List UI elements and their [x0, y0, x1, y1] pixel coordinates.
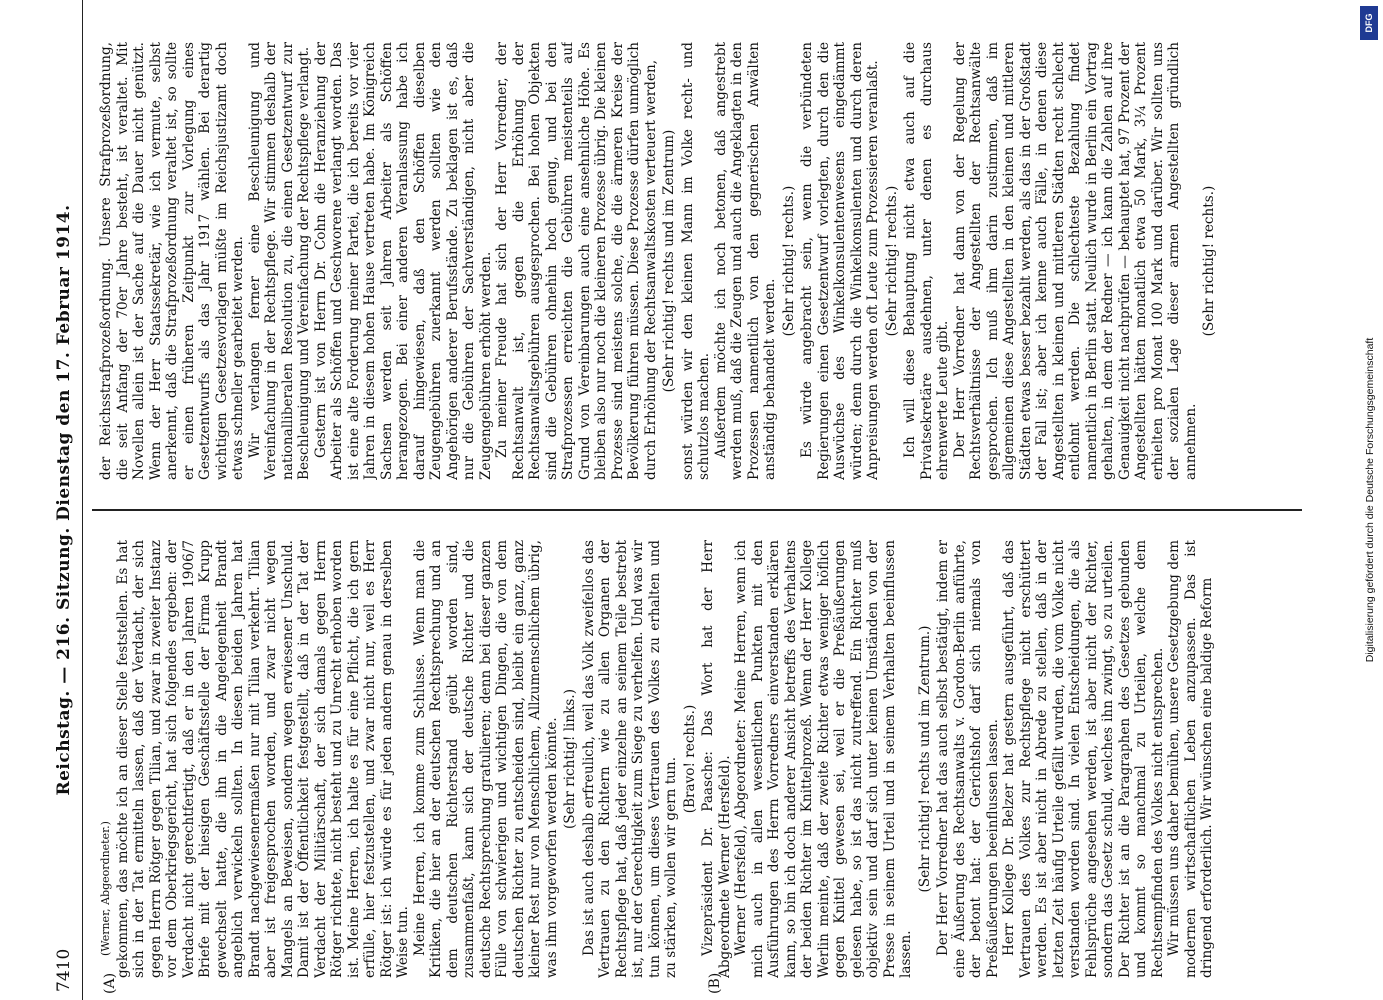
page-header — [42, 0, 83, 1000]
paragraph: Gestern ist von Herrn Dr. Cohn die Heranziehung der Arbeiter als Schöffen und Geschworene verlangt worden. Das ist eine alte Forderung meiner Partei, die ich bereits vor vier Jahren in diesem hohen Hause vertreten habe. Im Königreich Sachsen werden seit Jahren Arbeiter als Schöffen herangezogen. Bei einer anderen Veranlassung habe ich darauf hingewiesen, daß den Schöffen dieselben Zeugengebühren zuerkannt werden sollten wie den Angehörigen anderer Berufsstände. Zu beklagen ist es, daß nur die Gebühren der Sachverständigen, nicht aber die Zeugengebühren erhöht werden. — [312, 42, 494, 480]
paragraph: Das ist auch deshalb erfreulich, weil das Volk zweifellos das Vertrauen zu den Richtern wie zu allen Organen der Rechtspflege hat, daß jeder einzelne an seinem Teile bestrebt ist, nur der Gerechtigkeit zum Siege zu verhelfen. Und was wir tun können, um dieses Vertrauen des Volkes zu erhalten und zu stärken, wollen wir gern tun. — [580, 540, 679, 978]
speaker-announcement: Vizepräsident Dr. Paasche: Das Wort hat der Herr Abgeordnete Werner (Hersfeld). — [700, 540, 733, 978]
paragraph: Außerdem möchte ich noch betonen, daß angestrebt werden muß, daß die Zeugen und auch die Angeklagten in den Prozessen namentlich von den gegnerischen Anwälten anständig behandelt werden. — [712, 42, 778, 480]
paragraph: Ich will diese Behauptung nicht etwa auch auf die Privatsekretäre ausdehnen, unter denen es durchaus ehrenwerte Leute gibt. — [902, 42, 951, 480]
right-column — [98, 42, 1298, 480]
paragraph: Es würde angebracht sein, wenn die verbündeten Regierungen einen Gesetzentwurf vorlegten, durch den die Auswüchse des Winkelkonsulentenwesens eingedämmt würden; denn durch die Winkelkonsulenten und durch deren Anpreisungen werden oft Leute zum Prozessieren veranlaßt. — [799, 42, 881, 480]
running-head: (Werner, Abgeordneter.) — [99, 821, 112, 956]
paragraph: Wir verlangen ferner eine Beschleunigung und Vereinfachung in der Rechtspflege. Wir stimmen deshalb der nationalliberalen Resolution zu, die einen Gesetzentwurf zur Beschleunigung und Vereinfachung der Rechtspflege verlangt. — [246, 42, 312, 480]
page-number: 7410 — [54, 948, 74, 992]
page-title: Reichstag. — 216. Sitzung. Dienstag den 17. Februar 1914. — [54, 204, 74, 796]
interjection: (Sehr richtig! rechts.) — [1201, 185, 1217, 337]
paragraph: Wir müssen uns daher bemühen, unsere Gesetzgebung dem modernen wirtschaftlichen Leben anzupassen. Das ist dringend erforderlich. Wir wünschen eine baldige Reform — [1166, 540, 1215, 978]
paragraph: Der Herr Vorredner hat dann von der Regelung der Rechtsverhältnisse der Angestellten der Rechtsanwälte gesprochen. Ich muß ihm darin zustimmen, daß im allgemeinen diese Angestellten in den kleinen und mittleren Städten etwas besser bezahlt werden, als das in der Großstadt der Fall ist; aber ich kenne auch Fälle, in denen diese Angestellten in kleinen und mittleren Städten recht schlecht entlohnt werden. Die schlechteste Bezahlung findet namentlich in Berlin statt. Neulich wurde in Berlin ein Vortrag gehalten, in dem der Redner — ich kann die Zahlen auf ihre Genauigkeit nicht nachprüfen — behauptet hat, 97 Prozent der Angestellten hätten monatlich etwa 50 Mark, 3¼ Prozent erhielten pro Monat 100 Mark und darüber. Wir sollten uns der sozialen Lage dieser armen Angestellten gründlich annehmen. — [951, 42, 1199, 480]
interjection: (Sehr richtig! rechts und im Zentrum) — [661, 129, 677, 393]
paragraph: sonst würden wir den kleinen Mann im Volke recht- und schutzlos machen. — [679, 42, 712, 480]
digitization-credit — [1357, 0, 1383, 1000]
newspaper-page — [42, 0, 1332, 1000]
paragraph: Zu meiner Freude hat sich der Herr Vorredner, der Rechtsanwalt ist, gegen die Erhöhung der Rechtsanwaltsgebühren ausgesprochen. Bei hohen Objekten sind die Gebühren ohnehin hoch genug, und bei den Strafprozessen erreichten die Gebühren meistenteils auf Grund von Vereinbarungen auch eine ansehnliche Höhe. Es bleiben also nur noch die kleineren Prozesse übrig. Die kleinen Prozesse sind meistens solche, die die ärmeren Kreise der Bevölkerung führen müssen. Diese Prozesse dürfen unmöglich durch Erhöhung der Rechtsanwaltskosten verteuert werden, — [494, 42, 659, 480]
left-column — [98, 540, 1298, 978]
paragraph: Der Herr Vorredner hat das auch selbst bestätigt, indem er eine Äußerung des Rechtsanwalts v. Gordon-Berlin anführte, der betont hat: der Gerichtshof darf sich niemals von Preßäußerungen beeinflussen lassen. — [935, 540, 1001, 978]
column-divider — [92, 509, 1302, 511]
dfg-logo: DFG — [1360, 6, 1378, 40]
credit-text: Digitalisierung gefördert durch die Deutsche Forschungsgemeinschaft — [1364, 337, 1376, 663]
margin-marker-a: (A) — [102, 972, 118, 994]
paragraph: Werner (Hersfeld), Abgeordneter: Meine Herren, wenn ich mich auch in allen wesentlichen Punkten mit den Ausführungen des Herrn Vorredners einverstanden erklären kann, so bin ich doch anderer Ansicht betreffs des Verhaltens der beiden Richter im Knittelprozeß. Wenn der Herr Kollege Werlin meinte, daß der zweite Richter etwas weniger höflich gegen Knittel gewesen sei, weil er die Preßäußerungen gelesen habe, so ist das nicht zutreffend. Ein Richter muß objektiv sein und darf sich unter keinen Umständen von der Presse in seinem Urteil und in seinem Verhalten beeinflussen lassen. — [733, 540, 914, 978]
margin-marker-b: (B) — [707, 972, 723, 994]
paragraph: Meine Herren, ich komme zum Schlusse. Wenn man die Kritiken, die hier an der deutschen Rechtsprechung und an dem deutschen Richterstand geübt worden sind, zusammenfaßt, kann sich der deutsche Richter und die deutsche Rechtsprechung gratulieren; denn bei dieser ganzen Fülle von schwierigen und wichtigen Dingen, die von dem deutschen Richter zu entscheiden sind, bleibt ein ganz, ganz kleiner Rest nur von Menschlichem, Allzumenschlichem übrig, was ihm vorgeworfen werden könnte. — [411, 540, 560, 978]
interjection: (Sehr richtig! rechts.) — [883, 185, 900, 337]
paragraph: gekommen, das möchte ich an dieser Stelle feststellen. Es hat sich in der Tat ermitteln lassen, daß der Verdacht, der sich gegen Herrn Rötger gegen Tilian, und zwar in zweiter Instanz vor dem Oberkriegsgericht, hat sich folgendes ergeben: der Verdacht nicht gerechtfertigt, daß er in den Jahren 1906/7 Briefe mit der hiesigen Geschäftsstelle der Firma Krupp gewechselt hatte, die ihn in die Angelegenheit Brandt angeblich verwickeln sollten. In diesen beiden Jahren hat Brandt nachgewiesenermaßen nur mit Tilian verkehrt. Tilian aber ist freigesprochen worden, und zwar nicht wegen Mangels an Beweisen, sondern wegen erwiesener Unschuld. Damit ist der Öffentlichkeit festgestellt, daß in der Tat der Verdacht der Militärschaft, der sich damals gegen Herrn Rötger richtete, nicht besteht und zu Unrecht erhoben worden ist. Meine Herren, ich halte es für eine Pflicht, die ich gern erfülle, hier festzustellen, und zwar nicht nur, weil es Herr Rötger ist: ich würde es für jeden andern genau in derselben Weise tun. — [114, 540, 411, 978]
interjection: (Sehr richtig! rechts und im Zentrum.) — [916, 625, 933, 893]
paragraph: Herr Kollege Dr. Belzer hat gestern ausgeführt, daß das Vertrauen des Volkes zur Rechtspflege nicht erschüttert werden. Es ist aber nicht in Abrede zu stellen, daß in der letzten Zeit häufig Urteile gefällt wurden, die vom Volke nicht verstanden worden sind. In vielen Entscheidungen, die als Fehlsprüche angesehen werden, ist aber nicht der Richter, sondern das Gesetz schuld, welches ihn zwingt, so zu urteilen. Der Richter ist an die Paragraphen des Gesetzes gebunden und kommt so manchmal zu Urteilen, welche dem Rechtsempfinden des Volkes nicht entsprechen. — [1001, 540, 1166, 978]
interjection: (Sehr richtig! rechts.) — [780, 185, 797, 337]
interjection: (Sehr richtig! links.) — [562, 688, 578, 830]
interjection: (Bravo! rechts.) — [681, 704, 698, 814]
paragraph: der Reichsstrafprozeßordnung. Unsere Strafprozeßordnung, die seit Anfang der 70er Jahre besteht, ist veraltet. Mit Novellen allein ist der Sache auf die Dauer nicht genützt. Wenn der Herr Staatssekretär, wie ich vermute, selbst anerkennt, daß die Strafprozeßordnung veraltet ist, so sollte er einen früheren Zeitpunkt zur Vorlegung eines Gesetzentwurfs als das Jahr 1917 wählen. Bei derartig wichtigen Gesetzesvorlagen müßte im Reichsjustizamt doch etwas schneller gearbeitet werden. — [98, 42, 246, 480]
